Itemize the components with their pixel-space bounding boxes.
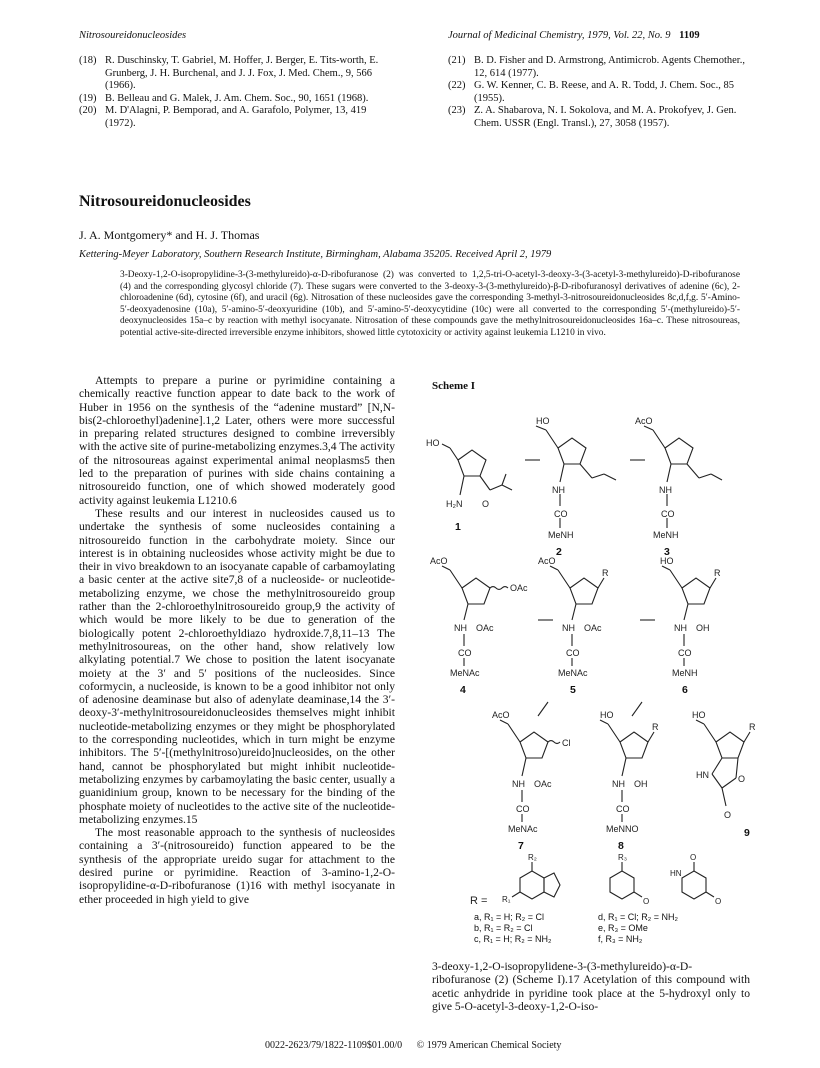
legend-item: e, R₃ = OMe: [598, 923, 648, 933]
reaction-arrow: [632, 702, 642, 716]
label-nh: NH: [659, 485, 672, 495]
body-column-right: 3-deoxy-1,2-O-isopropylidene-3-(3-methylureido)-α-D-ribofuranose (2) (Scheme I).17 Acetylation of this compound with acetic anhydride in pyridine took place at the 5-hydroxyl only to give 5-O-acetyl-3-deoxy-1,2-O-iso-: [432, 960, 750, 1013]
label-co: CO: [458, 648, 472, 658]
label-r: R: [714, 568, 721, 578]
label-r1: R₁: [502, 895, 511, 904]
label-r2: R₂: [528, 853, 537, 862]
label-menh: MeNH: [672, 668, 698, 678]
label-r: R: [602, 568, 609, 578]
label-nh: NH: [674, 623, 687, 633]
label-ho: HO: [426, 438, 440, 448]
scheme-title: Scheme I: [432, 380, 476, 392]
compound-1-structure: [442, 444, 512, 495]
article-affiliation: Kettering-Meyer Laboratory, Southern Research Institute, Birmingham, Alabama 35205. Received April 2, 1979: [79, 249, 552, 260]
label-nh: NH: [562, 623, 575, 633]
label-nh: NH: [512, 779, 525, 789]
label-menh: MeNH: [548, 530, 574, 540]
pyrimidine-base-structure-e-f: [610, 862, 642, 899]
label-menno: MeNNO: [606, 824, 639, 834]
compound-number: 4: [460, 684, 466, 696]
uracil-base-structure: [682, 862, 714, 899]
body-paragraph: These results and our interest in nucleosides caused us to undertake the synthesis of some nucleosides containing a nitrosoureido function in the carbohydrate moiety. Since our interest is in obtaining nucleosides whose activity might be due to their in vivo breakdown to an isocyanate capable of carbamoylating a basic center at the active site7,8 of a nucleoside- or nucleotide-metabolizing enzyme, we chose the methylnitrosoureido group rather than the 2-chloroethylnitrosoureido group,9 the activity of which would be more likely to be due to generation of the biologically potent 2-chloroethyldiazo hydroxide.7,8,11–13 The methylnitrosoureas, on the other hand, show relatively low alkylating potential.7 We chose to position the latent isocyanate moiety at the 3′ and 5′ positions of the nucleosides. Since coformycin, a nucleoside, is known to be a good inhibitor not only of adenosine deaminase but also of adenylate deaminase,14 the 3′-deoxy-3′-methylnitrosoureidonucleosides themselves might inhibit nucleotide-metabolizing enzymes or they might be phosphorylated to the corresponding nucleotides, which in turn might be enzyme inhibitors. The 5′-[(methylnitroso)ureido]nucleosides, on the other hand, cannot be phosphorylated but might inhibit nucleotide-metabolizing enzymes by carbamoylating the basic center, usually a guanidinium group, known to be necessary for the binding of the phosphate moiety of nucleotides to the active site of the nucleotide-metabolizing enzymes.15: [79, 506, 395, 826]
label-hn: HN: [670, 869, 682, 878]
purine-base-structure: [512, 862, 560, 899]
compound-7-structure: [500, 720, 560, 822]
running-header-left: Nitrosoureidonucleosides: [79, 30, 187, 41]
label-aco: AcO: [492, 710, 510, 720]
label-co: CO: [678, 648, 692, 658]
label-aco: AcO: [538, 556, 556, 566]
reference-item: (23) Z. A. Shabarova, N. I. Sokolova, and M. A. Prokofyev, J. Gen. Chem. USSR (Engl. Transl.), 27, 3058 (1957).: [448, 105, 737, 129]
article-authors: J. A. Montgomery* and H. J. Thomas: [79, 228, 260, 242]
reaction-arrow: [538, 702, 548, 716]
copyright-notice: © 1979 American Chemical Society: [416, 1040, 562, 1051]
label-o: O: [724, 810, 732, 820]
compound-number: 2: [556, 546, 562, 558]
label-oac: OAc: [476, 623, 494, 633]
label-r: R: [749, 722, 756, 732]
page-footer: [265, 1040, 561, 1051]
compound-number: 7: [518, 840, 524, 852]
label-ho: HO: [692, 710, 706, 720]
legend-item: f, R₃ = NH₂: [598, 934, 643, 944]
label-nh: NH: [454, 623, 467, 633]
label-hn: HN: [696, 770, 709, 780]
r-equals-label: R =: [470, 895, 488, 907]
legend-item: b, R₁ = R₂ = Cl: [474, 923, 533, 933]
compound-number: 5: [570, 684, 576, 696]
label-h2n: H₂N: [446, 499, 463, 509]
reference-list-right: [448, 55, 756, 130]
label-oh: OH: [696, 623, 710, 633]
label-ho: HO: [600, 710, 614, 720]
compound-number: 6: [682, 684, 688, 696]
body-paragraph: The most reasonable approach to the synthesis of nucleosides containing a 3′-(nitrosoureido) function appeared to be the synthesis of the appropriate ureido sugar for attachment to the desired purine or pyrimidine. Reaction of 3-amino-1,2-O-isopropylidine-α-D-ribofuranose (1)16 with methyl isocyanate in ether proceeded in high yield to give: [79, 826, 395, 906]
label-oac: OAc: [534, 779, 552, 789]
label-cl: Cl: [562, 738, 571, 748]
label-co: CO: [566, 648, 580, 658]
journal-citation: Journal of Medicinal Chemistry, 1979, Vol. 22, No. 9: [448, 30, 671, 41]
reference-item: (19) B. Belleau and G. Malek, J. Am. Chem. Soc., 90, 1651 (1968).: [79, 92, 369, 104]
reference-item: (18) R. Duschinsky, T. Gabriel, M. Hoffer, J. Berger, E. Tits-worth, E. Grunberg, J. H. Burchenal, and J. J. Fox, J. Med. Chem., 9, 566 (1966).: [79, 55, 379, 91]
reference-list-left: [79, 55, 391, 130]
label-co: CO: [616, 804, 630, 814]
reference-item: (20) M. D'Alagni, P. Bemporad, and A. Garafolo, Polymer, 13, 419 (1972).: [79, 105, 367, 129]
label-ho: HO: [660, 556, 674, 566]
scheme-legend-left: [474, 912, 552, 945]
label-oac: OAc: [510, 583, 528, 593]
body-column-left: [79, 374, 395, 906]
label-co: CO: [661, 509, 675, 519]
label-r3: R₃: [618, 853, 628, 862]
label-aco: AcO: [635, 416, 653, 426]
compound-3-structure: [644, 426, 722, 528]
label-o: O: [738, 774, 746, 784]
label-co: CO: [516, 804, 530, 814]
label-o: O: [690, 853, 697, 862]
label-o: O: [643, 897, 650, 906]
label-o: O: [482, 499, 490, 509]
scheme-legend-right: [598, 912, 678, 945]
reference-item: (22) G. W. Kenner, C. B. Reese, and A. R. Todd, J. Chem. Soc., 85 (1955).: [448, 80, 734, 104]
label-oac: OAc: [584, 623, 602, 633]
compound-9-structure: [696, 720, 750, 806]
label-nh: NH: [552, 485, 565, 495]
reference-item: (21) B. D. Fisher and D. Armstrong, Antimicrob. Agents Chemother., 12, 614 (1977).: [448, 55, 745, 79]
label-ho: HO: [536, 416, 550, 426]
compound-2-structure: [536, 426, 616, 528]
running-header-right: [448, 30, 700, 41]
compound-4-structure: [442, 566, 508, 666]
label-menac: MeNAc: [558, 668, 588, 678]
compound-number: 8: [618, 840, 624, 852]
compound-number: 9: [744, 827, 750, 839]
article-code: 0022-2623/79/1822-1109$01.00/0: [265, 1040, 403, 1051]
label-oh: OH: [634, 779, 648, 789]
legend-item: d, R₁ = Cl; R₂ = NH₂: [598, 912, 679, 922]
label-menac: MeNAc: [450, 668, 480, 678]
label-nh: NH: [612, 779, 625, 789]
legend-item: c, R₁ = H; R₂ = NH₂: [474, 934, 552, 944]
label-r: R: [652, 722, 659, 732]
label-co: CO: [554, 509, 568, 519]
article-abstract: 3-Deoxy-1,2-O-isopropylidine-3-(3-methylureido)-α-D-ribofuranose (2) was converted to 1,2,5-tri-O-acetyl-3-deoxy-3-(3-acetyl-3-methylureido)-D-ribofuranose (4) and the corresponding glycosyl chloride (7). These sugars were converted to the 3-deoxy-3-(3-methylureido)-β-D-ribofuranosyl derivatives of adenine (6c), 2-chloroadenine (6d), cytosine (6f), and uracil (6g). Nitrosation of these nucleosides gave the corresponding 3-methyl-3-nitrosoureidonucleosides 8c,d,f,g. 5′-Amino-5′-deoxyadenosine (10a), 5′-amino-5′-deoxyuridine (10b), and 5′-amino-5′-deoxycytidine (10c) were all converted to the corresponding 5′-(methylureido)-5′-deoxynucleosides 15a–c by reaction with methyl isocyanate. Nitrosation of these compounds gave the methylnitrosoureidonucleosides 16a–c. These nitrosoureas, potential active-site-directed irreversible enzyme inhibitors, showed little cytotoxicity or activity against leukemia L1210 in vivo.: [120, 270, 740, 338]
body-paragraph: Attempts to prepare a purine or pyrimidine containing a chemically reactive function appear to date back to the work of Huber in 1956 on the synthesis of the “adenine mustard” [N,N-bis(2-chloroethyl)adenine].1,2 Later, others were more successful in preparing related structures designed to combine irreversibly with the active site of purine-metabolizing enzymes.3,4 The activity of the nitrosoureas against experimental animal neoplasms5 then led to the preparation of purines with side chains containing a nitrosoureido function, one of which showed moderately good activity against leukemia L1210.6: [79, 374, 395, 507]
article-title: Nitrosoureidonucleosides: [79, 193, 251, 210]
label-menac: MeNAc: [508, 824, 538, 834]
reaction-scheme-diagram: [420, 390, 770, 950]
compound-number: 3: [664, 546, 670, 558]
label-aco: AcO: [430, 556, 448, 566]
label-o: O: [715, 897, 722, 906]
label-menh: MeNH: [653, 530, 679, 540]
page-number: 1109: [679, 30, 700, 41]
compound-number: 1: [455, 521, 461, 533]
legend-item: a, R₁ = H; R₂ = Cl: [474, 912, 545, 922]
